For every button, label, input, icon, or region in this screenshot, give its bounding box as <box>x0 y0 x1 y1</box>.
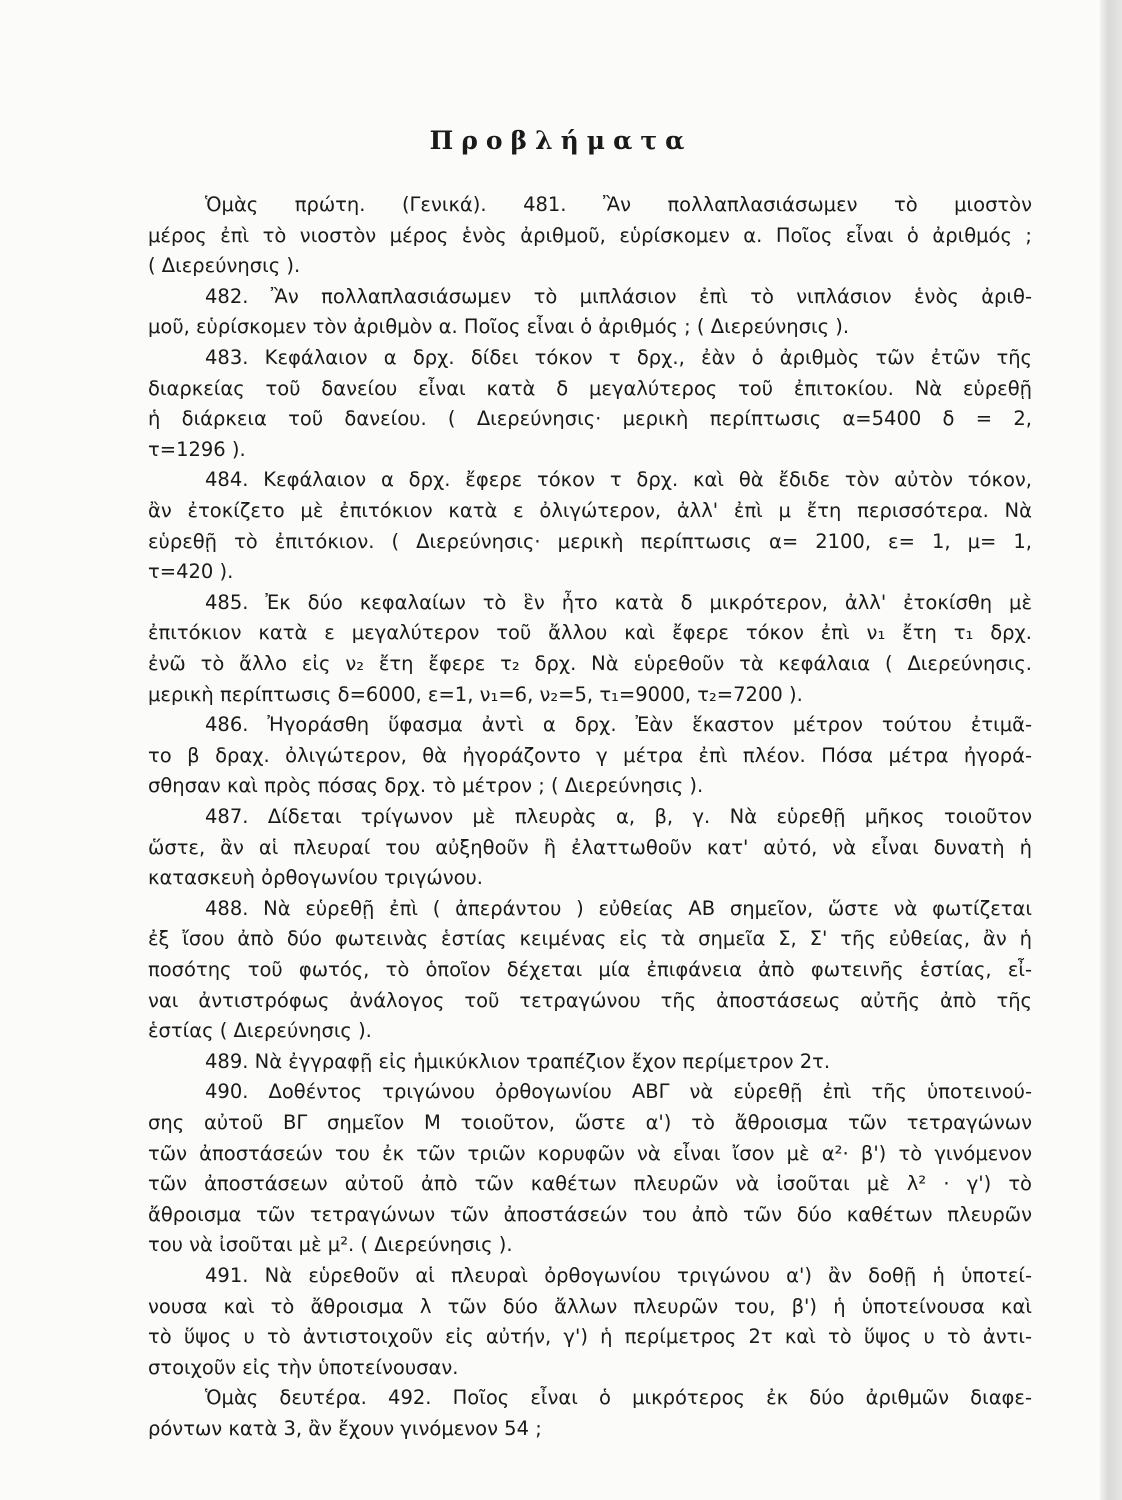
text-line: μερικὴ περίπτωσις δ=6000, ε=1, ν₁=6, ν₂=5, τ₁=9000, τ₂=7200 ). <box>148 682 803 706</box>
text-line: σθησαν καὶ πρὸς πόσας δρχ. τὸ μέτρον ; ( Διερεύνησις ). <box>148 774 704 798</box>
text-line: ἂν ἐτοκίζετο μὲ ἐπιτόκιον κατὰ ε ὀλιγώτερον, ἀλλ' ἐπὶ μ ἔτη περισσότερα. Νὰ <box>148 499 1032 522</box>
text-line: Ὁμὰς πρώτη. (Γενικά). 481. Ἂν πολλαπλασιάσωμεν τὸ μιοστὸν <box>205 193 1032 216</box>
text-line: μέρος ἐπὶ τὸ νιοστὸν μέρος ἑνὸς ἀριθμοῦ, εὑρίσκομεν α. Ποῖος εἶναι ὁ ἀριθμός ; <box>148 223 1032 247</box>
text-line: 490. Δοθέντος τριγώνου ὀρθογωνίου ΑΒΓ νὰ εὑρεθῇ ἐπὶ τῆς ὑποτεινού- <box>205 1080 1032 1104</box>
text-line: τ=1296 ). <box>148 437 246 461</box>
text-line: κατασκευὴ ὀρθογωνίου τριγώνου. <box>148 866 484 890</box>
text-line: 485. Ἐκ δύο κεφαλαίων τὸ ἓν ἦτο κατὰ δ μικρότερον, ἀλλ' ἐτοκίσθη μὲ <box>205 590 1032 614</box>
text-line: ἄθροισμα τῶν τετραγώνων τῶν ἀποστάσεών του ἀπὸ τῶν δύο καθέτων πλευρῶν <box>148 1202 1032 1226</box>
text-line: 487. Δίδεται τρίγωνον μὲ πλευρὰς α, β, γ. Νὰ εὑρεθῇ μῆκος τοιοῦτον <box>205 805 1032 828</box>
text-line: το β δραχ. ὀλιγώτερον, θὰ ἠγοράζοντο γ μέτρα ἐπὶ πλέον. Πόσα μέτρα ἠγορά- <box>148 743 1032 767</box>
text-line: ἐνῶ τὸ ἄλλο εἰς ν₂ ἔτη ἔφερε τ₂ δρχ. Νὰ εὑρεθοῦν τὰ κεφάλαια ( Διερεύνησις. <box>148 652 1032 675</box>
text-line: ( Διερεύνησις ). <box>148 254 301 278</box>
text-line: τῶν ἀποστάσεων αὐτοῦ ἀπὸ τῶν καθέτων πλευρῶν νὰ ἰσοῦται μὲ λ² · γ') τὸ <box>148 1172 1032 1196</box>
text-line: τῶν ἀποστάσεών του ἐκ τῶν τριῶν κορυφῶν νὰ εἶναι ἴσον μὲ α²· β') τὸ γινόμενον <box>148 1141 1032 1165</box>
text-line: σης αὐτοῦ ΒΓ σημεῖον Μ τοιοῦτον, ὥστε α') τὸ ἄθροισμα τῶν τετραγώνων <box>148 1111 1032 1134</box>
text-line: 482. Ἂν πολλαπλασιάσωμεν τὸ μιπλάσιον ἐπὶ τὸ νιπλάσιον ἑνὸς ἀριθ- <box>205 284 1032 308</box>
text-line: τὸ ὕψος υ τὸ ἀντιστοιχοῦν εἰς αὐτήν, γ') ἡ περίμετρος 2τ καὶ τὸ ὕψος υ τὸ ἀντι- <box>148 1325 1032 1349</box>
text-line: ρόντων κατὰ 3, ἂν ἔχουν γινόμενον 54 ; <box>148 1417 542 1440</box>
text-line: τ=420 ). <box>148 560 234 584</box>
text-line: μοῦ, εὑρίσκομεν τὸν ἀριθμὸν α. Ποῖος εἶναι ὁ ἀριθμός ; ( Διερεύνησις ). <box>148 315 850 339</box>
page-title: Προβλήματα <box>429 126 693 155</box>
page-edge-shadow <box>1100 0 1122 1500</box>
text-line: 491. Νὰ εὑρεθοῦν αἱ πλευραὶ ὀρθογωνίου τριγώνου α') ἂν δοθῇ ἡ ὑποτεί- <box>205 1264 1032 1287</box>
text-line: ἡ διάρκεια τοῦ δανείου. ( Διερεύνησις· μερικὴ περίπτωσις α=5400 δ = 2, <box>148 407 1032 431</box>
text-line: 486. Ἠγοράσθη ὕφασμα ἀντὶ α δρχ. Ἐὰν ἕκαστον μέτρον τούτου ἐτιμᾶ- <box>205 713 1032 737</box>
text-line: ἑστίας ( Διερεύνησις ). <box>148 1019 372 1043</box>
text-line: 488. Νὰ εὑρεθῇ ἐπὶ ( ἀπεράντου ) εὐθείας ΑΒ σημεῖον, ὥστε νὰ φωτίζεται <box>205 896 1032 920</box>
text-line: ποσότης τοῦ φωτός, τὸ ὁποῖον δέχεται μία ἐπιφάνεια ἀπὸ φωτεινῆς ἑστίας, εἶ- <box>148 958 1032 981</box>
text-line: Ὁμὰς δευτέρα. 492. Ποῖος εἶναι ὁ μικρότερος ἐκ δύο ἀριθμῶν διαφε- <box>205 1386 1032 1410</box>
text-line: νουσα καὶ τὸ ἄθροισμα λ τῶν δύο ἄλλων πλευρῶν του, β') ἡ ὑποτείνουσα καὶ <box>148 1294 1032 1318</box>
text-line: στοιχοῦν εἰς τὴν ὑποτείνουσαν. <box>148 1355 459 1379</box>
text-line: ἐπιτόκιον κατὰ ε μεγαλύτερον τοῦ ἄλλου καὶ ἔφερε τόκον ἐπὶ ν₁ ἔτη τ₁ δρχ. <box>148 621 1032 645</box>
text-line: 484. Κεφάλαιον α δρχ. ἔφερε τόκον τ δρχ. καὶ θὰ ἔδιδε τὸν αὐτὸν τόκον, <box>205 468 1032 492</box>
text-line: 489. Νὰ ἐγγραφῇ εἰς ἡμικύκλιον τραπέζιον ἔχον περίμετρον 2τ. <box>205 1049 831 1073</box>
text-line: ἐξ ἴσου ἀπὸ δύο φωτεινὰς ἑστίας κειμένας εἰς τὰ σημεῖα Σ, Σ' τῆς εὐθείας, ἂν ἡ <box>148 927 1032 951</box>
text-line: του νὰ ἰσοῦται μὲ μ². ( Διερεύνησις ). <box>148 1233 513 1257</box>
text-line: ναι ἀντιστρόφως ἀνάλογος τοῦ τετραγώνου τῆς ἀποστάσεως αὐτῆς ἀπὸ τῆς <box>148 988 1032 1012</box>
text-line: ὥστε, ἂν αἱ πλευραί του αὐξηθοῦν ἢ ἐλαττωθοῦν κατ' αὐτό, νὰ εἶναι δυνατὴ ἡ <box>148 835 1032 859</box>
text-line: εὑρεθῇ τὸ ἐπιτόκιον. ( Διερεύνησις· μερικὴ περίπτωσις α= 2100, ε= 1, μ= 1, <box>148 529 1032 553</box>
text-line: διαρκείας τοῦ δανείου εἶναι κατὰ δ μεγαλύτερος τοῦ ἐπιτοκίου. Νὰ εὑρεθῇ <box>148 376 1032 400</box>
text-line: 483. Κεφάλαιον α δρχ. δίδει τόκον τ δρχ., ἐὰν ὁ ἀριθμὸς τῶν ἐτῶν τῆς <box>205 346 1032 369</box>
